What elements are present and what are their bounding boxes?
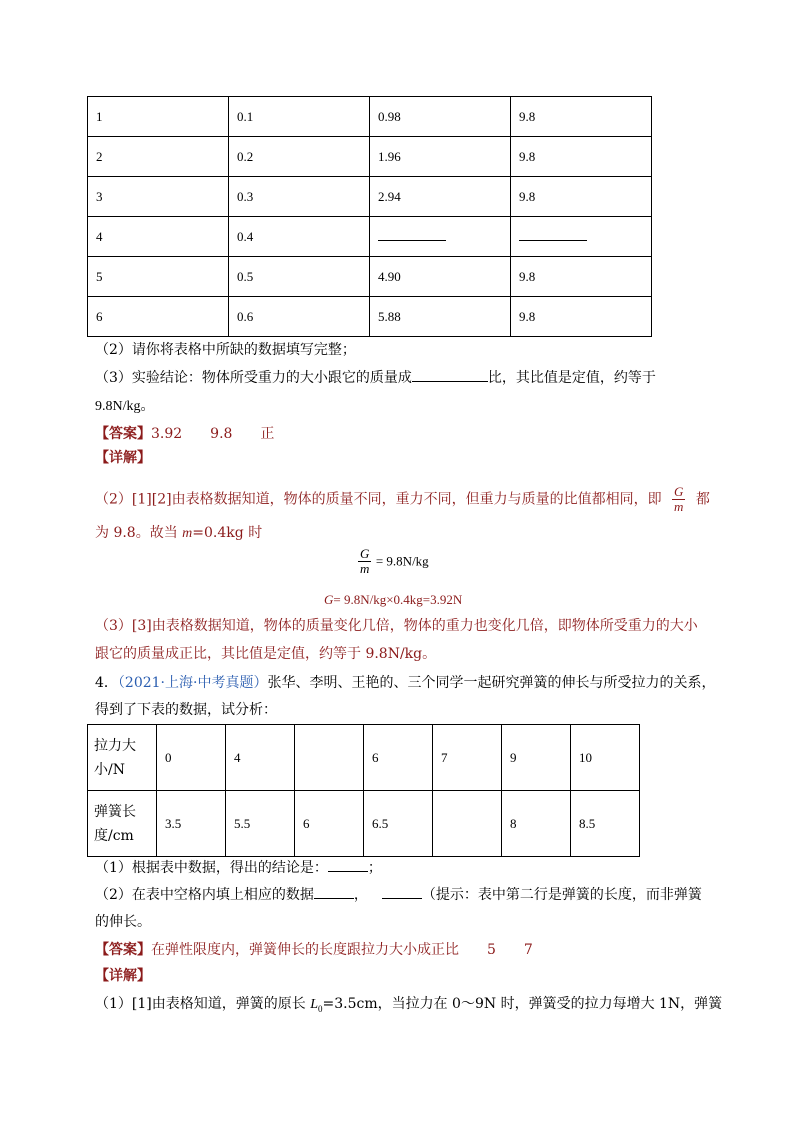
table-cell: 0.98 bbox=[370, 97, 511, 137]
answer-blank bbox=[328, 871, 368, 872]
q4-answer-line: 【答案】在弹性限度内，弹簧伸长的长度跟拉力大小成正比 5 7 bbox=[95, 942, 533, 958]
table-row bbox=[88, 297, 652, 337]
table-cell: 4 bbox=[88, 217, 229, 257]
explanation-line-1: （2）[1][2]由表格数据知道，物体的质量不同，重力不同，但重力与质量的比值都相同，即 $\frac{G}{m}$ 都 bbox=[95, 484, 710, 514]
table-cell: 1.96 bbox=[370, 137, 511, 177]
table-cell bbox=[511, 217, 652, 257]
answer-line bbox=[95, 423, 274, 443]
explanation-line-2: 为 9.8。故当 m=0.4kg 时 bbox=[95, 525, 263, 541]
table-cell bbox=[370, 217, 511, 257]
table-cell: 9.8 bbox=[511, 297, 652, 337]
table-cell: 1 bbox=[88, 97, 229, 137]
table-cell: 9.8 bbox=[511, 257, 652, 297]
explanation-line-4: 跟它的质量成正比，其比值是定值，约等于 9.8N/kg。 bbox=[95, 646, 437, 662]
table-cell: 10 bbox=[571, 725, 640, 791]
table-row bbox=[88, 257, 652, 297]
table-cell: 0.4 bbox=[229, 217, 370, 257]
explanation-line-3: （3）[3]由表格数据知道，物体的质量变化几倍，物体的重力也变化几倍，即物体所受重力的大小 bbox=[95, 618, 698, 634]
table-cell: 8.5 bbox=[571, 791, 640, 857]
q4-detail-line-1: （1）[1]由表格知道，弹簧的原长 $L_0=3.5cm$，当拉力在 0～9N 时，弹簧受的拉力每增大 1N，弹簧 bbox=[95, 996, 723, 1014]
table-cell: 8 bbox=[502, 791, 571, 857]
row-header-length: 弹簧长度/cm bbox=[88, 791, 157, 857]
table-cell: 5.5 bbox=[226, 791, 295, 857]
q4-source: （2021·上海·中考真题） bbox=[117, 675, 268, 691]
fraction-g-over-m: $\frac{G}{m}$ bbox=[674, 484, 684, 514]
table-cell: 4 bbox=[226, 725, 295, 791]
table-cell bbox=[295, 725, 364, 791]
q4-sub2-cont: 的伸长。 bbox=[95, 914, 151, 930]
table-row bbox=[88, 217, 652, 257]
table-cell: 3.5 bbox=[157, 791, 226, 857]
answer-tag: 【答案】 bbox=[95, 426, 151, 442]
table-cell: 3 bbox=[88, 177, 229, 217]
table-cell: 2 bbox=[88, 137, 229, 177]
answer-blank bbox=[378, 228, 446, 241]
table-cell: 4.90 bbox=[370, 257, 511, 297]
table-cell: 0 bbox=[157, 725, 226, 791]
table-cell: 6 bbox=[88, 297, 229, 337]
table-cell bbox=[433, 791, 502, 857]
table-cell: 9.8 bbox=[511, 137, 652, 177]
table-cell: 0.1 bbox=[229, 97, 370, 137]
table-cell: 0.6 bbox=[229, 297, 370, 337]
equation-2: G= 9.8N/kg×0.4kg=3.92N bbox=[324, 592, 463, 607]
table-cell: 0.3 bbox=[229, 177, 370, 217]
answer-text: 3.92 9.8 正 bbox=[151, 426, 275, 442]
table-cell: 9 bbox=[502, 725, 571, 791]
table-cell: 5 bbox=[88, 257, 229, 297]
q4-detail-tag: 【详解】 bbox=[95, 968, 151, 984]
table-cell: 5.88 bbox=[370, 297, 511, 337]
q4-sub2: （2）在表中空格内填上相应的数据 ， （提示：表中第二行是弹簧的长度，而非弹簧 bbox=[95, 887, 702, 903]
q3-conclusion-line: （3）实验结论：物体所受重力的大小跟它的质量成 比，其比值是定值，约等于 bbox=[95, 370, 656, 386]
q4-stem-line-1: 4．（2021·上海·中考真题）张华、李明、王艳的、三个同学一起研究弹簧的伸长与所受拉力的关系， bbox=[95, 675, 716, 691]
answer-blank bbox=[314, 898, 354, 899]
table-cell: 6 bbox=[364, 725, 433, 791]
table-cell: 0.2 bbox=[229, 137, 370, 177]
answer-blank bbox=[382, 898, 422, 899]
table-cell: 6 bbox=[295, 791, 364, 857]
q4-sub1: （1）根据表中数据，得出的结论是： ； bbox=[95, 860, 382, 876]
q4-stem-line-2: 得到了下表的数据，试分析： bbox=[95, 702, 277, 718]
table-cell: 9.8 bbox=[511, 97, 652, 137]
equation-1: $\frac{G}{m}$ = 9.8N/kg bbox=[360, 546, 429, 576]
spring-data-table bbox=[87, 724, 640, 857]
table-cell: 6.5 bbox=[364, 791, 433, 857]
table-cell: 9.8 bbox=[511, 177, 652, 217]
table-cell: 7 bbox=[433, 725, 502, 791]
data-table-1 bbox=[87, 96, 652, 337]
table-row bbox=[88, 177, 652, 217]
table-cell: 2.94 bbox=[370, 177, 511, 217]
q2-instruction: （2）请你将表格中所缺的数据填写完整； bbox=[95, 342, 356, 358]
table-row bbox=[88, 97, 652, 137]
answer-blank bbox=[412, 381, 488, 382]
table-row bbox=[88, 137, 652, 177]
answer-blank bbox=[519, 228, 587, 241]
q3-conclusion-cont: 9.8N/kg。 bbox=[95, 399, 155, 414]
row-header-force: 拉力大小/N bbox=[88, 725, 157, 791]
detail-tag: 【详解】 bbox=[95, 450, 151, 466]
table-cell: 0.5 bbox=[229, 257, 370, 297]
